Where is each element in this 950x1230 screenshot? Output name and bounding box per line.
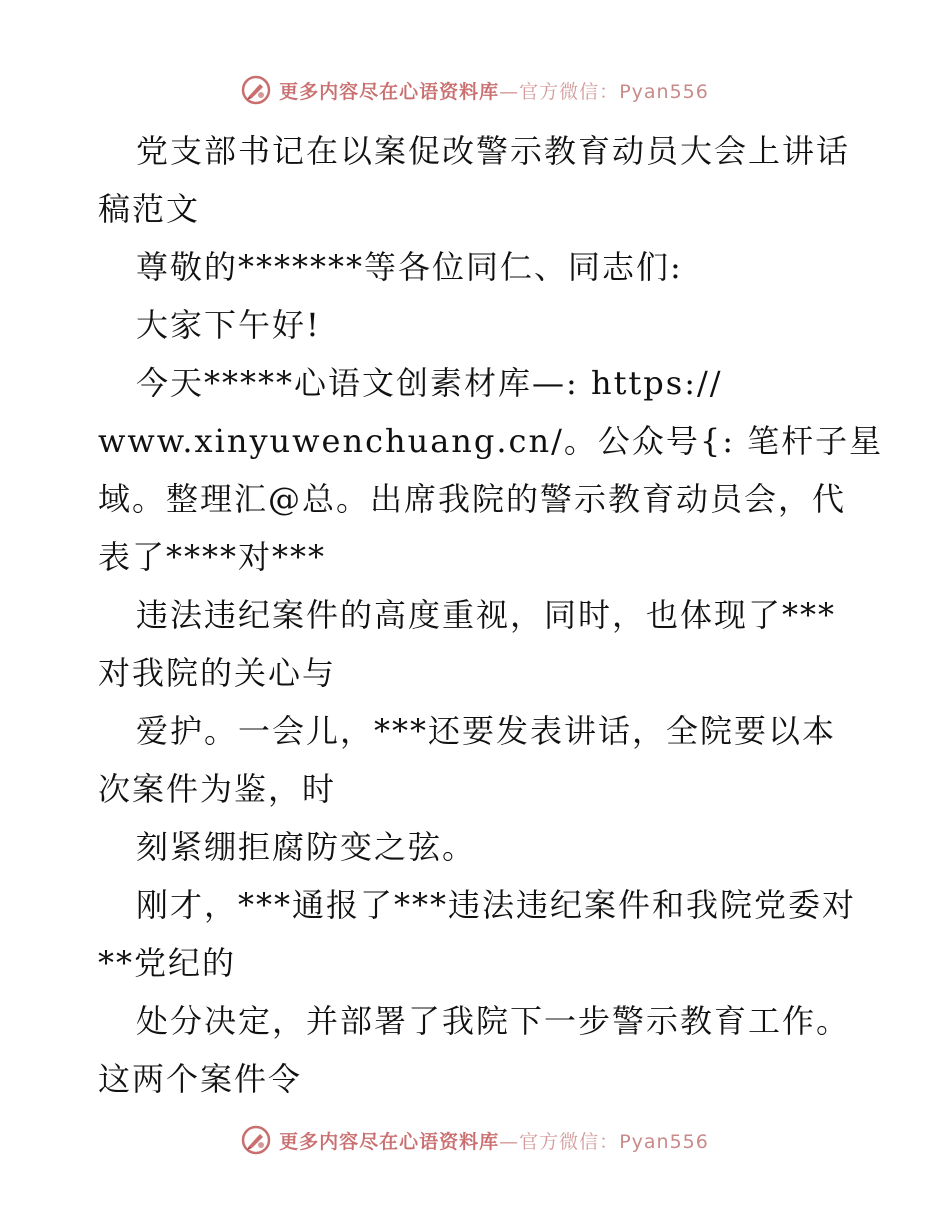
watermark-label: 官方微信： [519, 1130, 620, 1153]
watermark-wechat-id: Pyan556 [619, 80, 709, 103]
watermark-text [279, 1127, 709, 1154]
text-line: 这两个案件令 [98, 1060, 303, 1098]
watermark-wechat-id: Pyan556 [619, 1130, 709, 1153]
text-line: 爱护。一会儿，***还要发表讲话，全院要以本 [136, 712, 837, 750]
text-line: 今天*****心语文创素材库—: https:// [136, 364, 723, 402]
text-line: 刻紧绷拒腐防变之弦。 [136, 828, 477, 866]
text-line: 违法违纪案件的高度重视，同时，也体现了*** [136, 596, 837, 634]
pen-logo-icon [241, 1125, 271, 1155]
text-line: 处分决定，并部署了我院下一步警示教育工作。 [136, 1002, 851, 1040]
watermark-text [279, 77, 709, 104]
text-line: 次案件为鉴，时 [98, 770, 337, 808]
text-line: 党支部书记在以案促改警示教育动员大会上讲话 [136, 132, 851, 170]
document-body [98, 122, 884, 1108]
watermark-lead: 更多内容尽在心语资料库 [279, 80, 500, 103]
text-line: 表了****对*** [98, 538, 327, 576]
footer-watermark [0, 1120, 950, 1160]
text-line: 域。整理汇@总。出席我院的警示教育动员会，代 [98, 480, 847, 518]
watermark-label: 官方微信： [519, 80, 620, 103]
header-watermark [0, 70, 950, 110]
text-line: 刚才，***通报了***违法违纪案件和我院党委对 [136, 886, 857, 924]
text-line: 对我院的关心与 [98, 654, 337, 692]
text-line: 稿范文 [98, 190, 201, 228]
watermark-dash: — [499, 1130, 520, 1153]
text-line: **党纪的 [98, 944, 237, 982]
text-line: 大家下午好! [136, 306, 321, 344]
watermark-lead: 更多内容尽在心语资料库 [279, 1130, 500, 1153]
text-line: www.xinyuwenchuang.cn/。公众号{: 笔杆子星 [98, 422, 884, 460]
pen-logo-icon [241, 75, 271, 105]
watermark-dash: — [499, 80, 520, 103]
text-line: 尊敬的*******等各位同仁、同志们: [136, 248, 683, 286]
